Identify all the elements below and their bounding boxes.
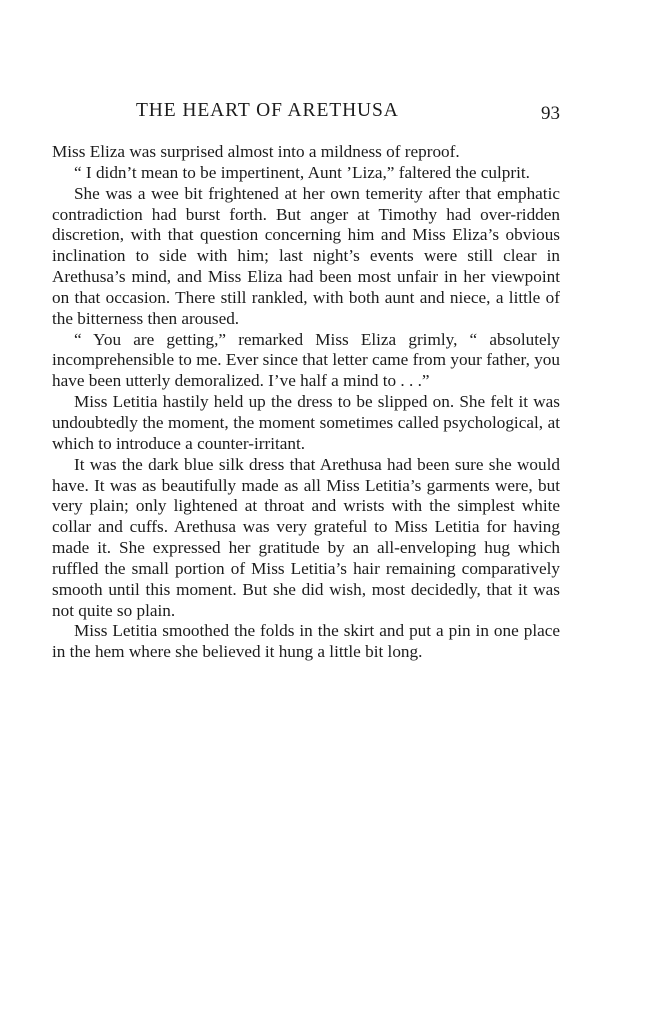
- book-page: [52, 98, 560, 663]
- body-text: [52, 142, 560, 663]
- running-head: [52, 98, 560, 132]
- paragraph-3: She was a wee bit frightened at her own temerity after that emphatic contradiction had burst forth. But anger at Timothy had over-ridden discretion, with that question concerning him and Miss Eliza’s obvious inclination to side with him; last night’s events were still clear in Arethusa’s mind, and Miss Eliza had been most unfair in her viewpoint on that occasion. There still rankled, with both aunt and niece, a little of the bitterness then aroused.: [52, 183, 560, 328]
- page-number: 93: [541, 103, 560, 124]
- paragraph-6: It was the dark blue silk dress that Arethusa had been sure she would have. It was as beautifully made as all Miss Letitia’s garments were, but very plain; only lightened at throat and wrists with the simplest white collar and cuffs. Arethusa was very grateful to Miss Letitia for having made it. She expressed her gratitude by an all-enveloping hug which ruffled the small portion of Miss Letitia’s hair remaining comparatively smooth until this moment. But she did wish, most decidedly, that it was not quite so plain.: [52, 454, 560, 620]
- paragraph-7: Miss Letitia smoothed the folds in the skirt and put a pin in one place in the hem where she believed it hung a little bit long.: [52, 621, 560, 662]
- running-title: THE HEART OF ARETHUSA: [136, 100, 399, 121]
- paragraph-5: Miss Letitia hastily held up the dress to be slipped on. She felt it was undoubtedly the moment, the moment sometimes called psychological, at which to introduce a counter-irritant.: [52, 392, 560, 453]
- paragraph-1: Miss Eliza was surprised almost into a mildness of reproof.: [52, 142, 460, 161]
- paragraph-2: “ I didn’t mean to be impertinent, Aunt ’Liza,” faltered the culprit.: [74, 162, 530, 182]
- paragraph-4: “ You are getting,” remarked Miss Eliza grimly, “ absolutely incomprehensible to me. Ever since that letter came from your father, you have been utterly demoralized. I’ve half a mind to . . .”: [52, 329, 560, 391]
